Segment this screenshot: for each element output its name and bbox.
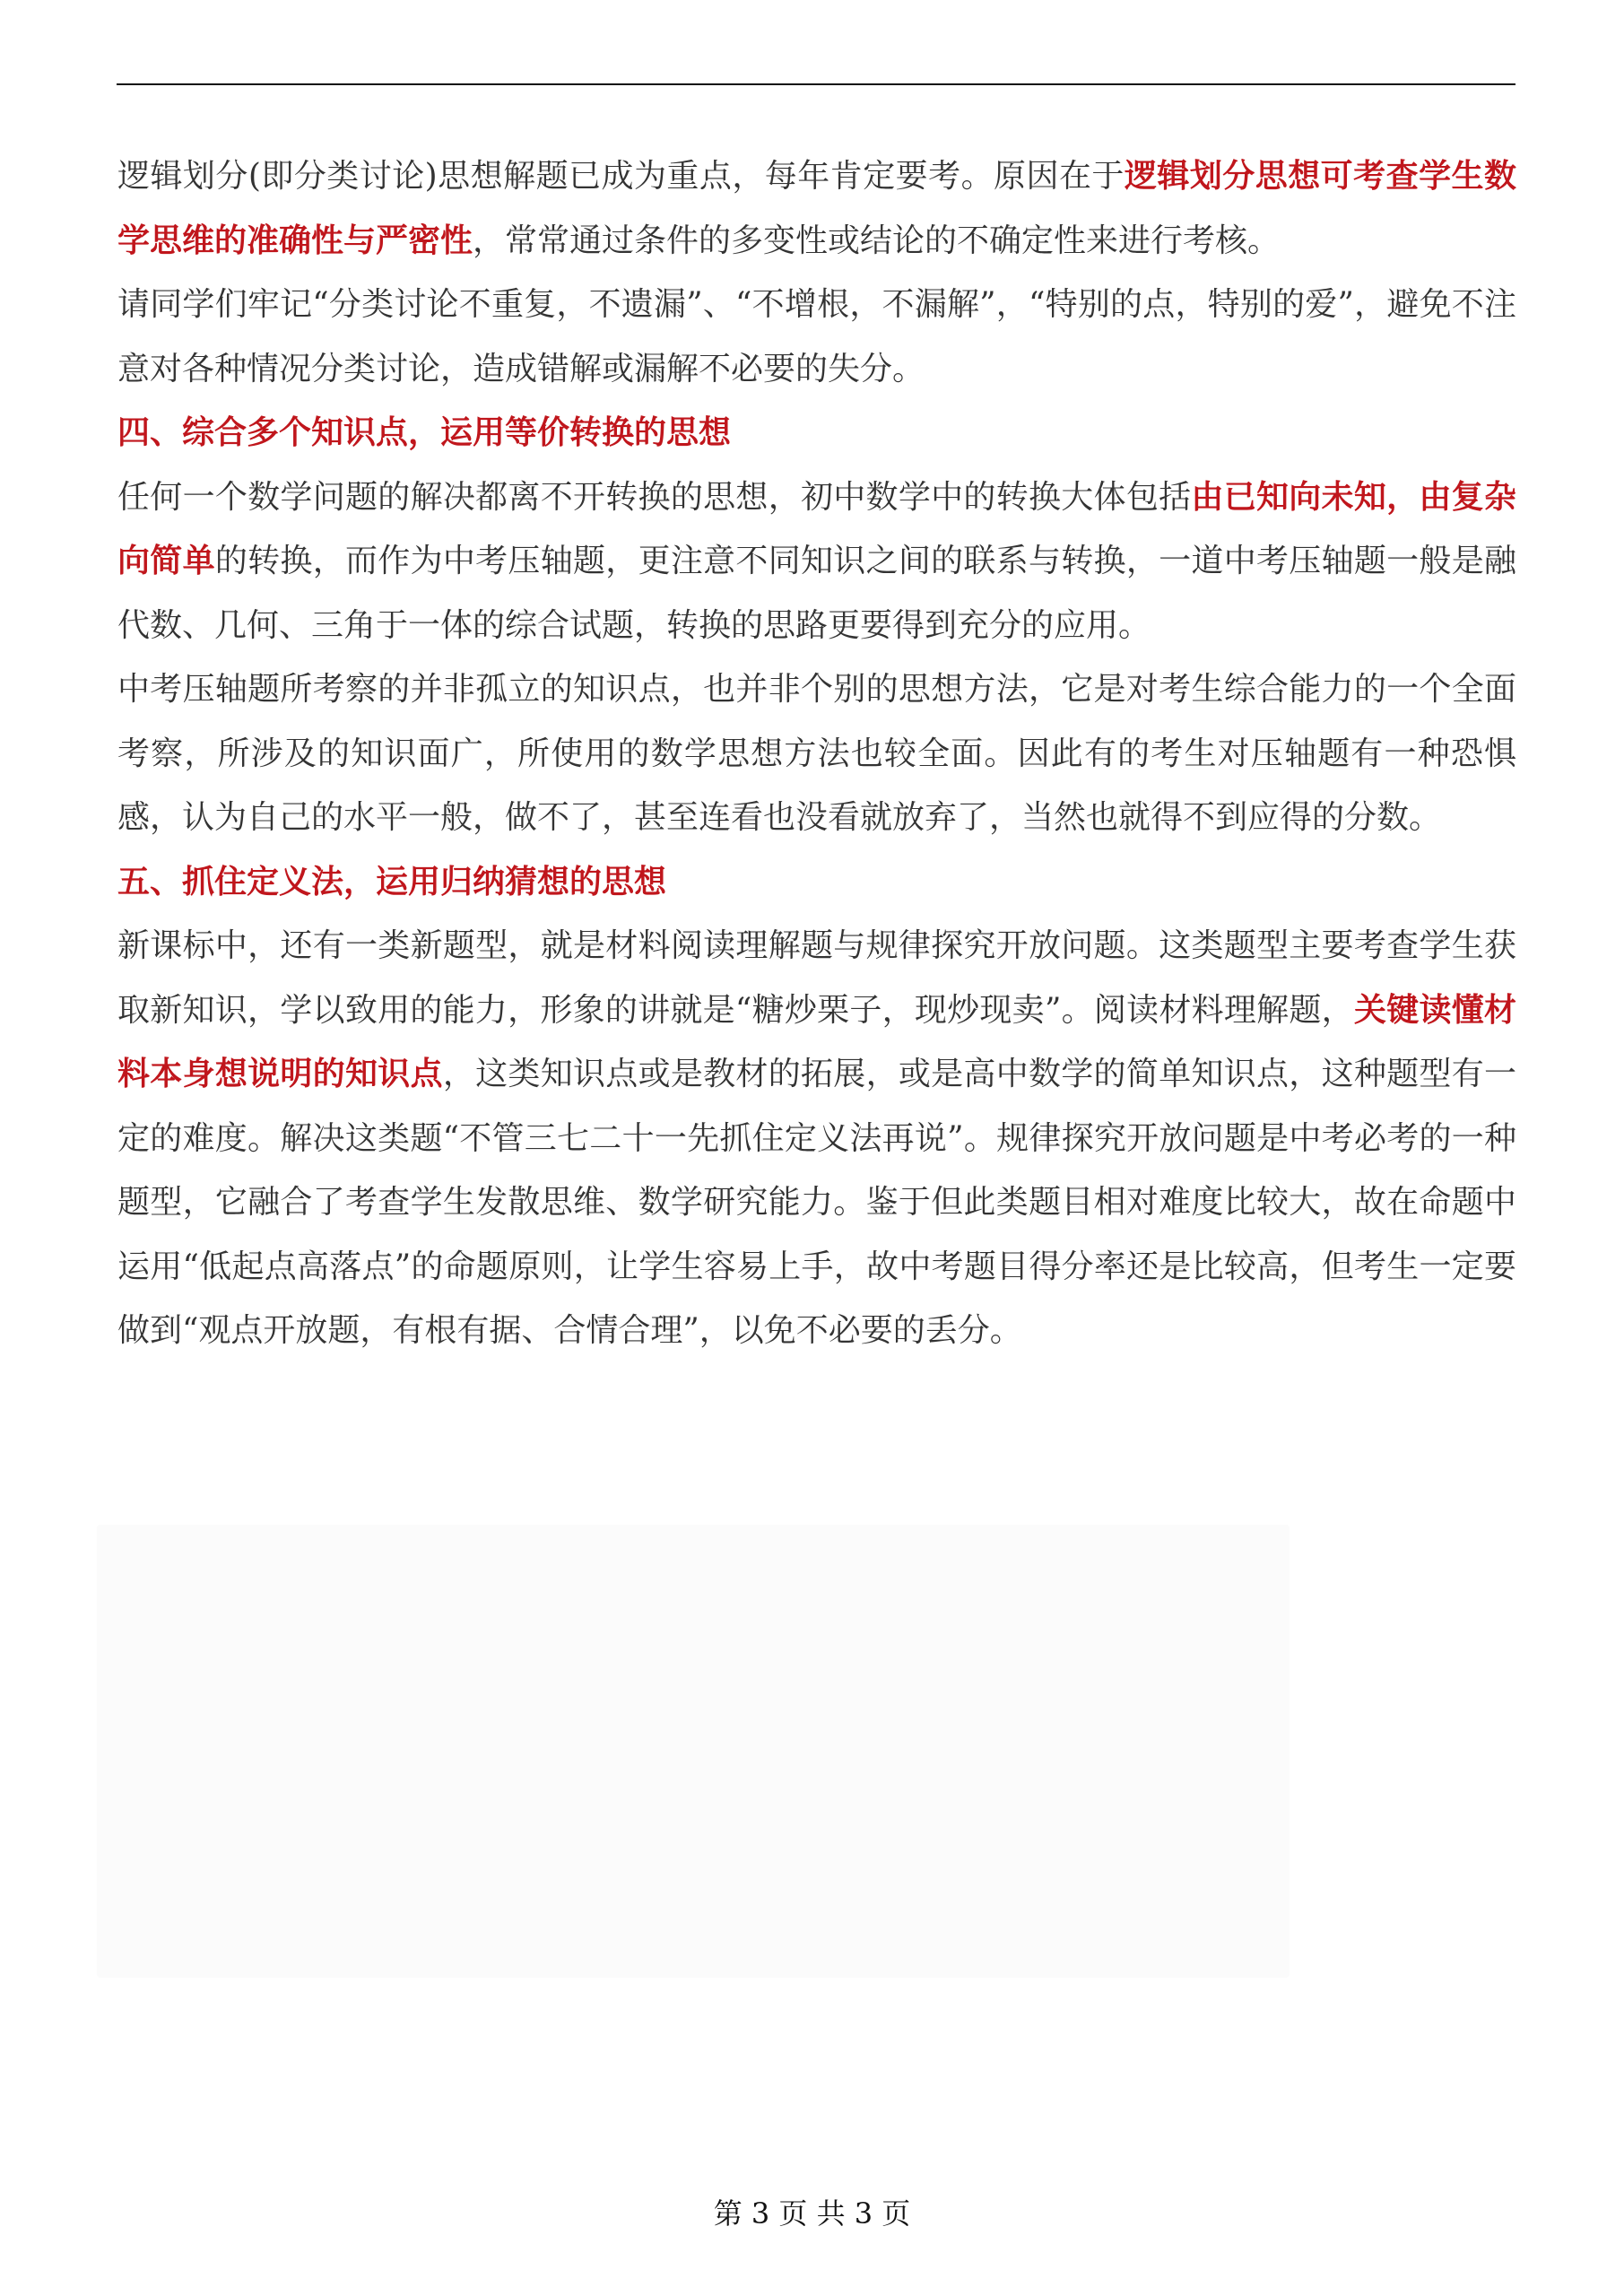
document-body bbox=[117, 144, 1516, 1363]
paragraph-text: 新课标中，还有一类新题型，就是材料阅读理解题与规律探究开放问题。这类题型主要考查学生获取新知识，学以致用的能力，形象的讲就是“糖炒栗子，现炒现卖”。阅读材料理解题， bbox=[117, 927, 1516, 1029]
faded-image-area bbox=[97, 1525, 1290, 1978]
paragraph-final-question: 中考压轴题所考察的并非孤立的知识点，也并非个别的思想方法，它是对考生综合能力的一个全面考察，所涉及的知识面广，所使用的数学思想方法也较全面。因此有的考生对压轴题有一种恐惧感，认为自己的水平一般，做不了，甚至连看也没看就放弃了，当然也就得不到应得的分数。 bbox=[117, 671, 1516, 836]
emphasis-text: 由已知向未知，由复杂向简单 bbox=[117, 477, 1516, 579]
emphasis-text: 关键读懂材料本身想说明的知识点 bbox=[117, 990, 1516, 1092]
emphasis-text: 逻辑划分思想可考查学生数学思维的准确性与严密性 bbox=[117, 157, 1516, 259]
paragraph-text: 的转换，而作为中考压轴题，更注意不同知识之间的联系与转换，一道中考压轴题一般是融代数、几何、三角于一体的综合试题，转换的思路更要得到充分的应用。 bbox=[117, 543, 1516, 644]
paragraph-logical-division bbox=[117, 144, 1516, 273]
section-heading-5: 五、抓住定义法，运用归纳猜想的思想 bbox=[117, 862, 667, 900]
paragraph-text: 逻辑划分(即分类讨论)思想解题已成为重点，每年肯定要考。原因在于 bbox=[117, 158, 1125, 195]
section-heading-4: 四、综合多个知识点，运用等价转换的思想 bbox=[117, 413, 732, 451]
header-rule bbox=[117, 83, 1515, 85]
paragraph-text: 任何一个数学问题的解决都离不开转换的思想，初中数学中的转换大体包括 bbox=[117, 478, 1192, 516]
paragraph-conversion bbox=[117, 465, 1516, 658]
page-number: 第 3 页 共 3 页 bbox=[713, 2196, 911, 2231]
paragraph-definition-method bbox=[117, 914, 1516, 1363]
paragraph-text: ，常常通过条件的多变性或结论的不确定性来进行考核。 bbox=[473, 222, 1281, 259]
paragraph-classification-advice: 请同学们牢记“分类讨论不重复，不遗漏”、“不增根，不漏解”，“特别的点，特别的爱”，避免不注意对各种情况分类讨论，造成错解或漏解不必要的失分。 bbox=[117, 286, 1516, 387]
paragraph-text: ，这类知识点或是教材的拓展，或是高中数学的简单知识点，这种题型有一定的难度。解决这类题“不管三七二十一先抓住定义法再说”。规律探究开放问题是中考必考的一种题型，它融合了考查学生发散思维、数学研究能力。鉴于但此类题目相对难度比较大，故在命题中运用“低起点高落点”的命题原则，让学生容易上手，故中考题目得分率还是比较高，但考生一定要做到“观点开放题，有根有据、合情合理”，以免不必要的丢分。 bbox=[117, 1056, 1516, 1349]
